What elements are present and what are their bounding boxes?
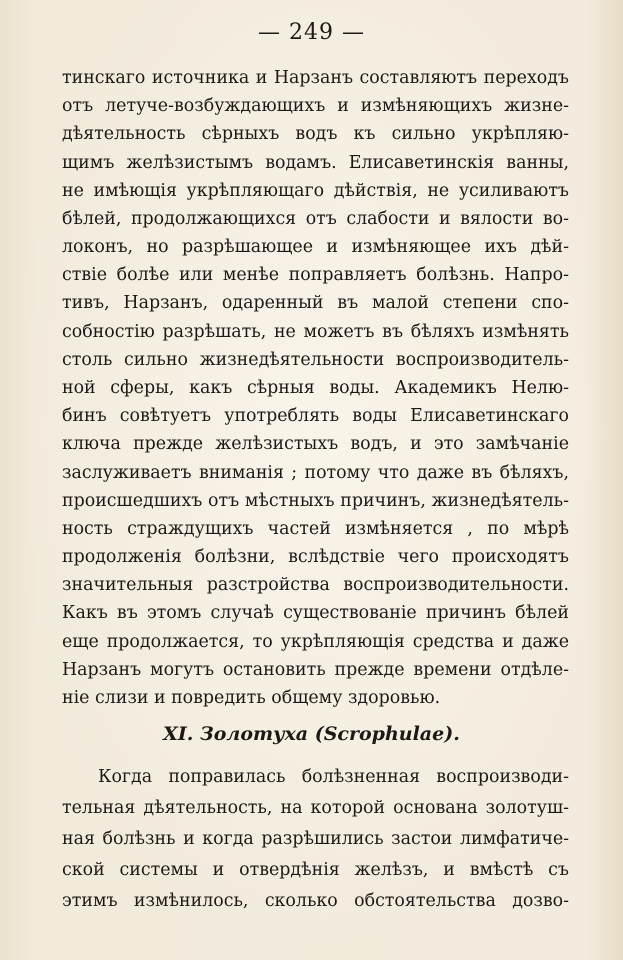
text-line: Нарзанъ могутъ остановить прежде времени отдѣле- xyxy=(62,660,569,680)
text-line: Когда поправилась болѣзненная воспроизводи- xyxy=(98,767,569,787)
text-line: заслуживаетъ вниманія ; потому что даже въ бѣляхъ, xyxy=(62,463,569,483)
text-line: ствіе болѣе или менѣе поправляетъ болѣзнь. Напро- xyxy=(62,265,569,285)
text-line: еще продолжается, то укрѣпляющія средства и даже xyxy=(62,632,569,652)
text-line: Какъ въ этомъ случаѣ существованіе причинъ бѣлей xyxy=(62,603,569,623)
text-line: этимъ измѣнилось, сколько обстоятельства дозво- xyxy=(62,891,569,911)
text-line: локонъ, но разрѣшающее и измѣняющее ихъ дѣй- xyxy=(62,237,569,257)
text-line: тивъ, Нарзанъ, одаренный въ малой степени спо- xyxy=(62,293,569,313)
text-line: тельная дѣятельность, на которой основана золотуш- xyxy=(62,798,569,818)
text-line: ная болѣзнь и когда разрѣшились застои лимфатиче- xyxy=(62,829,569,849)
text-line: отъ летуче-возбуждающихъ и измѣняющихъ жизне- xyxy=(62,96,569,116)
text-line: ной сферы, какъ сѣрныя воды. Академикъ Нелю- xyxy=(62,378,569,398)
text-line: ніе слизи и повредить общему здоровью. xyxy=(62,688,441,708)
text-line: ность страждущихъ частей измѣняется , по мѣрѣ xyxy=(62,519,569,539)
text-line: не имѣющія укрѣпляющаго дѣйствія, не усиливаютъ xyxy=(62,181,569,201)
text-line: происшедшихъ отъ мѣстныхъ причинъ, жизнедѣятель- xyxy=(62,491,569,511)
section-heading: XI. Золотуха (Scrophulae). xyxy=(163,723,460,745)
text-line: щимъ желѣзистымъ водамъ. Елисаветинскія ванны, xyxy=(62,153,569,173)
text-line: ской системы и отвердѣнія желѣзъ, и вмѣстѣ съ xyxy=(62,860,569,880)
text-line: бинъ совѣтуетъ употреблять воды Елисаветинскаго xyxy=(62,406,569,426)
page-number: — 249 — xyxy=(258,20,365,45)
text-line: столь сильно жизнедѣятельности воспроизводитель- xyxy=(62,350,569,370)
text-line: тинскаго источника и Нарзанъ составляютъ переходъ xyxy=(62,68,569,88)
text-line: бѣлей, продолжающихся отъ слабости и вялости во- xyxy=(62,209,569,229)
text-line: значительныя разстройства воспроизводительности. xyxy=(62,575,569,595)
text-line: продолженія болѣзни, вслѣдствіе чего происходятъ xyxy=(62,547,569,567)
text-line: собностію разрѣшать, не можетъ въ бѣляхъ измѣнять xyxy=(62,322,569,342)
text-line: ключа прежде желѣзистыхъ водъ, и это замѣчаніе xyxy=(62,434,569,454)
text-line: дѣятельность сѣрныхъ водъ къ сильно укрѣпляю- xyxy=(62,124,569,144)
